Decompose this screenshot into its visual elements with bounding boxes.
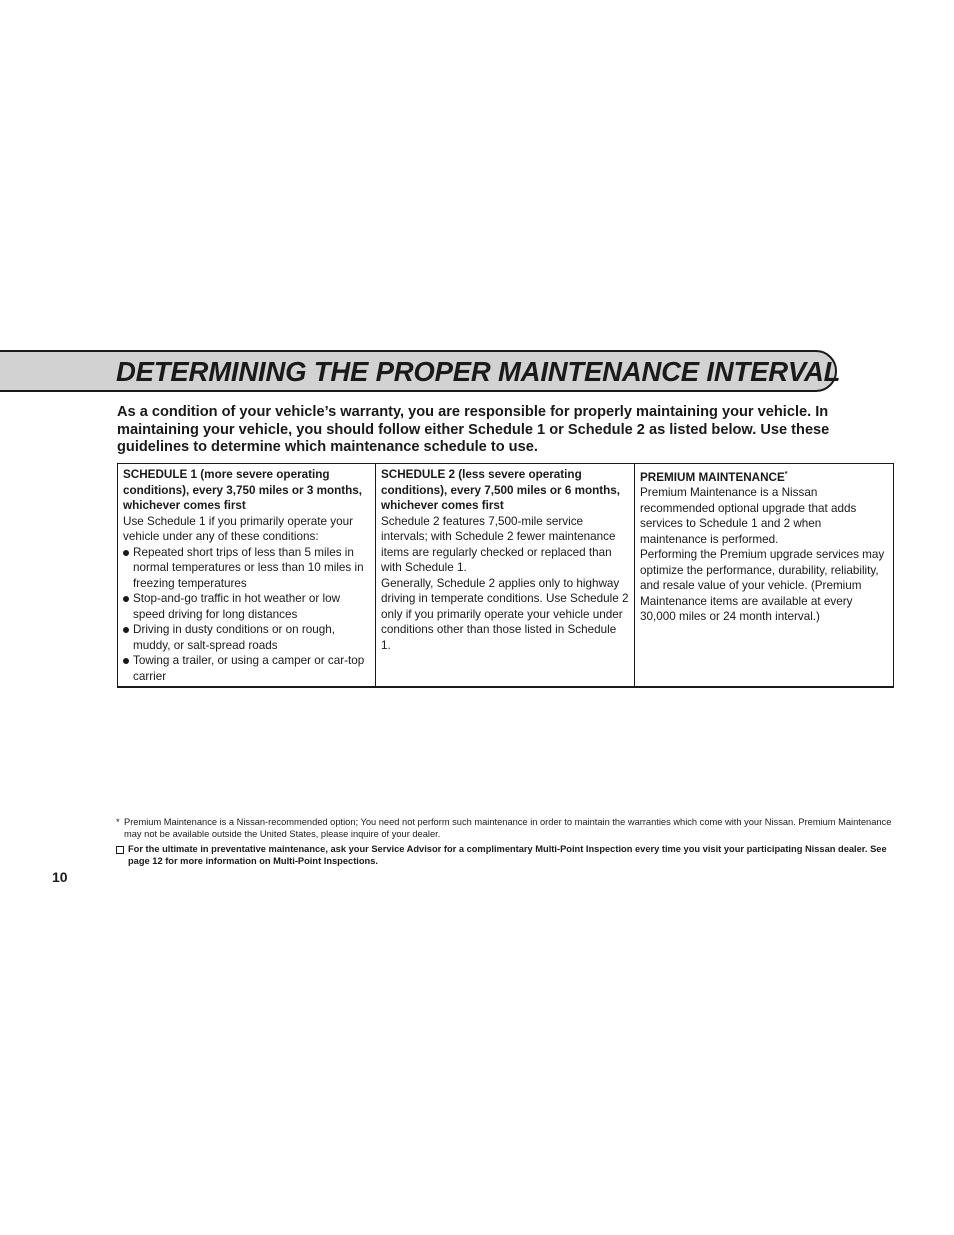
premium-cell — [635, 464, 894, 688]
schedule1-conditions-list — [123, 545, 370, 685]
checkbox-bullet-icon — [116, 846, 124, 854]
footnote-premium-text: Premium Maintenance is a Nissan-recommended option; You need not perform such maintenance in order to maintain the warranties which come with your Nissan. Premium Maintenance may not be available outside the United States, please inquire of your dealer. — [124, 817, 892, 839]
schedule1-condition: Stop-and-go traffic in hot weather or low speed driving for long distances — [123, 591, 370, 622]
schedule1-lead: Use Schedule 1 if you primarily operate your vehicle under any of these conditions: — [123, 514, 353, 543]
premium-footnote-mark: * — [784, 471, 788, 478]
section-title: DETERMINING THE PROPER MAINTENANCE INTERVAL — [116, 356, 841, 387]
schedule1-condition: Driving in dusty conditions or on rough, muddy, or salt-spread roads — [123, 622, 370, 653]
premium-paragraph: Premium Maintenance is a Nissan recommended optional upgrade that adds services to Schedule 1 and 2 when maintenance is performed. — [640, 486, 857, 546]
page-number: 10 — [52, 869, 68, 885]
schedule2-paragraph: Generally, Schedule 2 applies only to highway driving in temperate conditions. Use Schedule 2 only if you primarily operate your vehicle under conditions other than those listed in Schedule 1. — [381, 576, 629, 652]
schedule2-heading: SCHEDULE 2 (less severe operating conditions), every 7,500 miles or 6 months, whichever comes first — [381, 468, 621, 512]
schedule1-condition: Repeated short trips of less than 5 miles in normal temperatures or less than 10 miles in freezing temperatures — [123, 545, 370, 592]
schedule1-cell — [118, 464, 376, 688]
intro-paragraph: As a condition of your vehicle’s warranty, you are responsible for properly maintaining your vehicle. In maintaining your vehicle, you should follow either Schedule 1 or Schedule 2 as listed below. Use these guidelines to determine which maintenance schedule to use. — [117, 404, 830, 455]
footnote-inspection-text: For the ultimate in preventative maintenance, ask your Service Advisor for a complimentary Multi-Point Inspection every time you visit your participating Nissan dealer. See page 12 for more information on Multi-Point Inspections. — [128, 844, 887, 866]
schedule-table — [117, 463, 894, 688]
schedule2-cell — [376, 464, 635, 688]
schedule2-paragraph: Schedule 2 features 7,500-mile service intervals; with Schedule 2 fewer maintenance items are regularly checked or replaced than with Schedule 1. — [381, 514, 616, 574]
premium-paragraph: Performing the Premium upgrade services may optimize the performance, durability, reliability, and resale value of your vehicle. (Premium Maintenance items are available at every 30,000 miles or 24 month interval.) — [640, 548, 885, 624]
schedule-table-row — [118, 464, 894, 688]
footnote-premium — [116, 817, 896, 840]
premium-heading — [640, 467, 888, 485]
premium-heading-text: PREMIUM MAINTENANCE — [640, 470, 785, 484]
schedule1-heading: SCHEDULE 1 (more severe operating conditions), every 3,750 miles or 3 months, whichever comes first — [123, 468, 363, 512]
footnote-star-mark: * — [116, 817, 120, 827]
footnote-inspection — [116, 844, 896, 867]
schedule1-condition: Towing a trailer, or using a camper or car-top carrier — [123, 653, 370, 684]
